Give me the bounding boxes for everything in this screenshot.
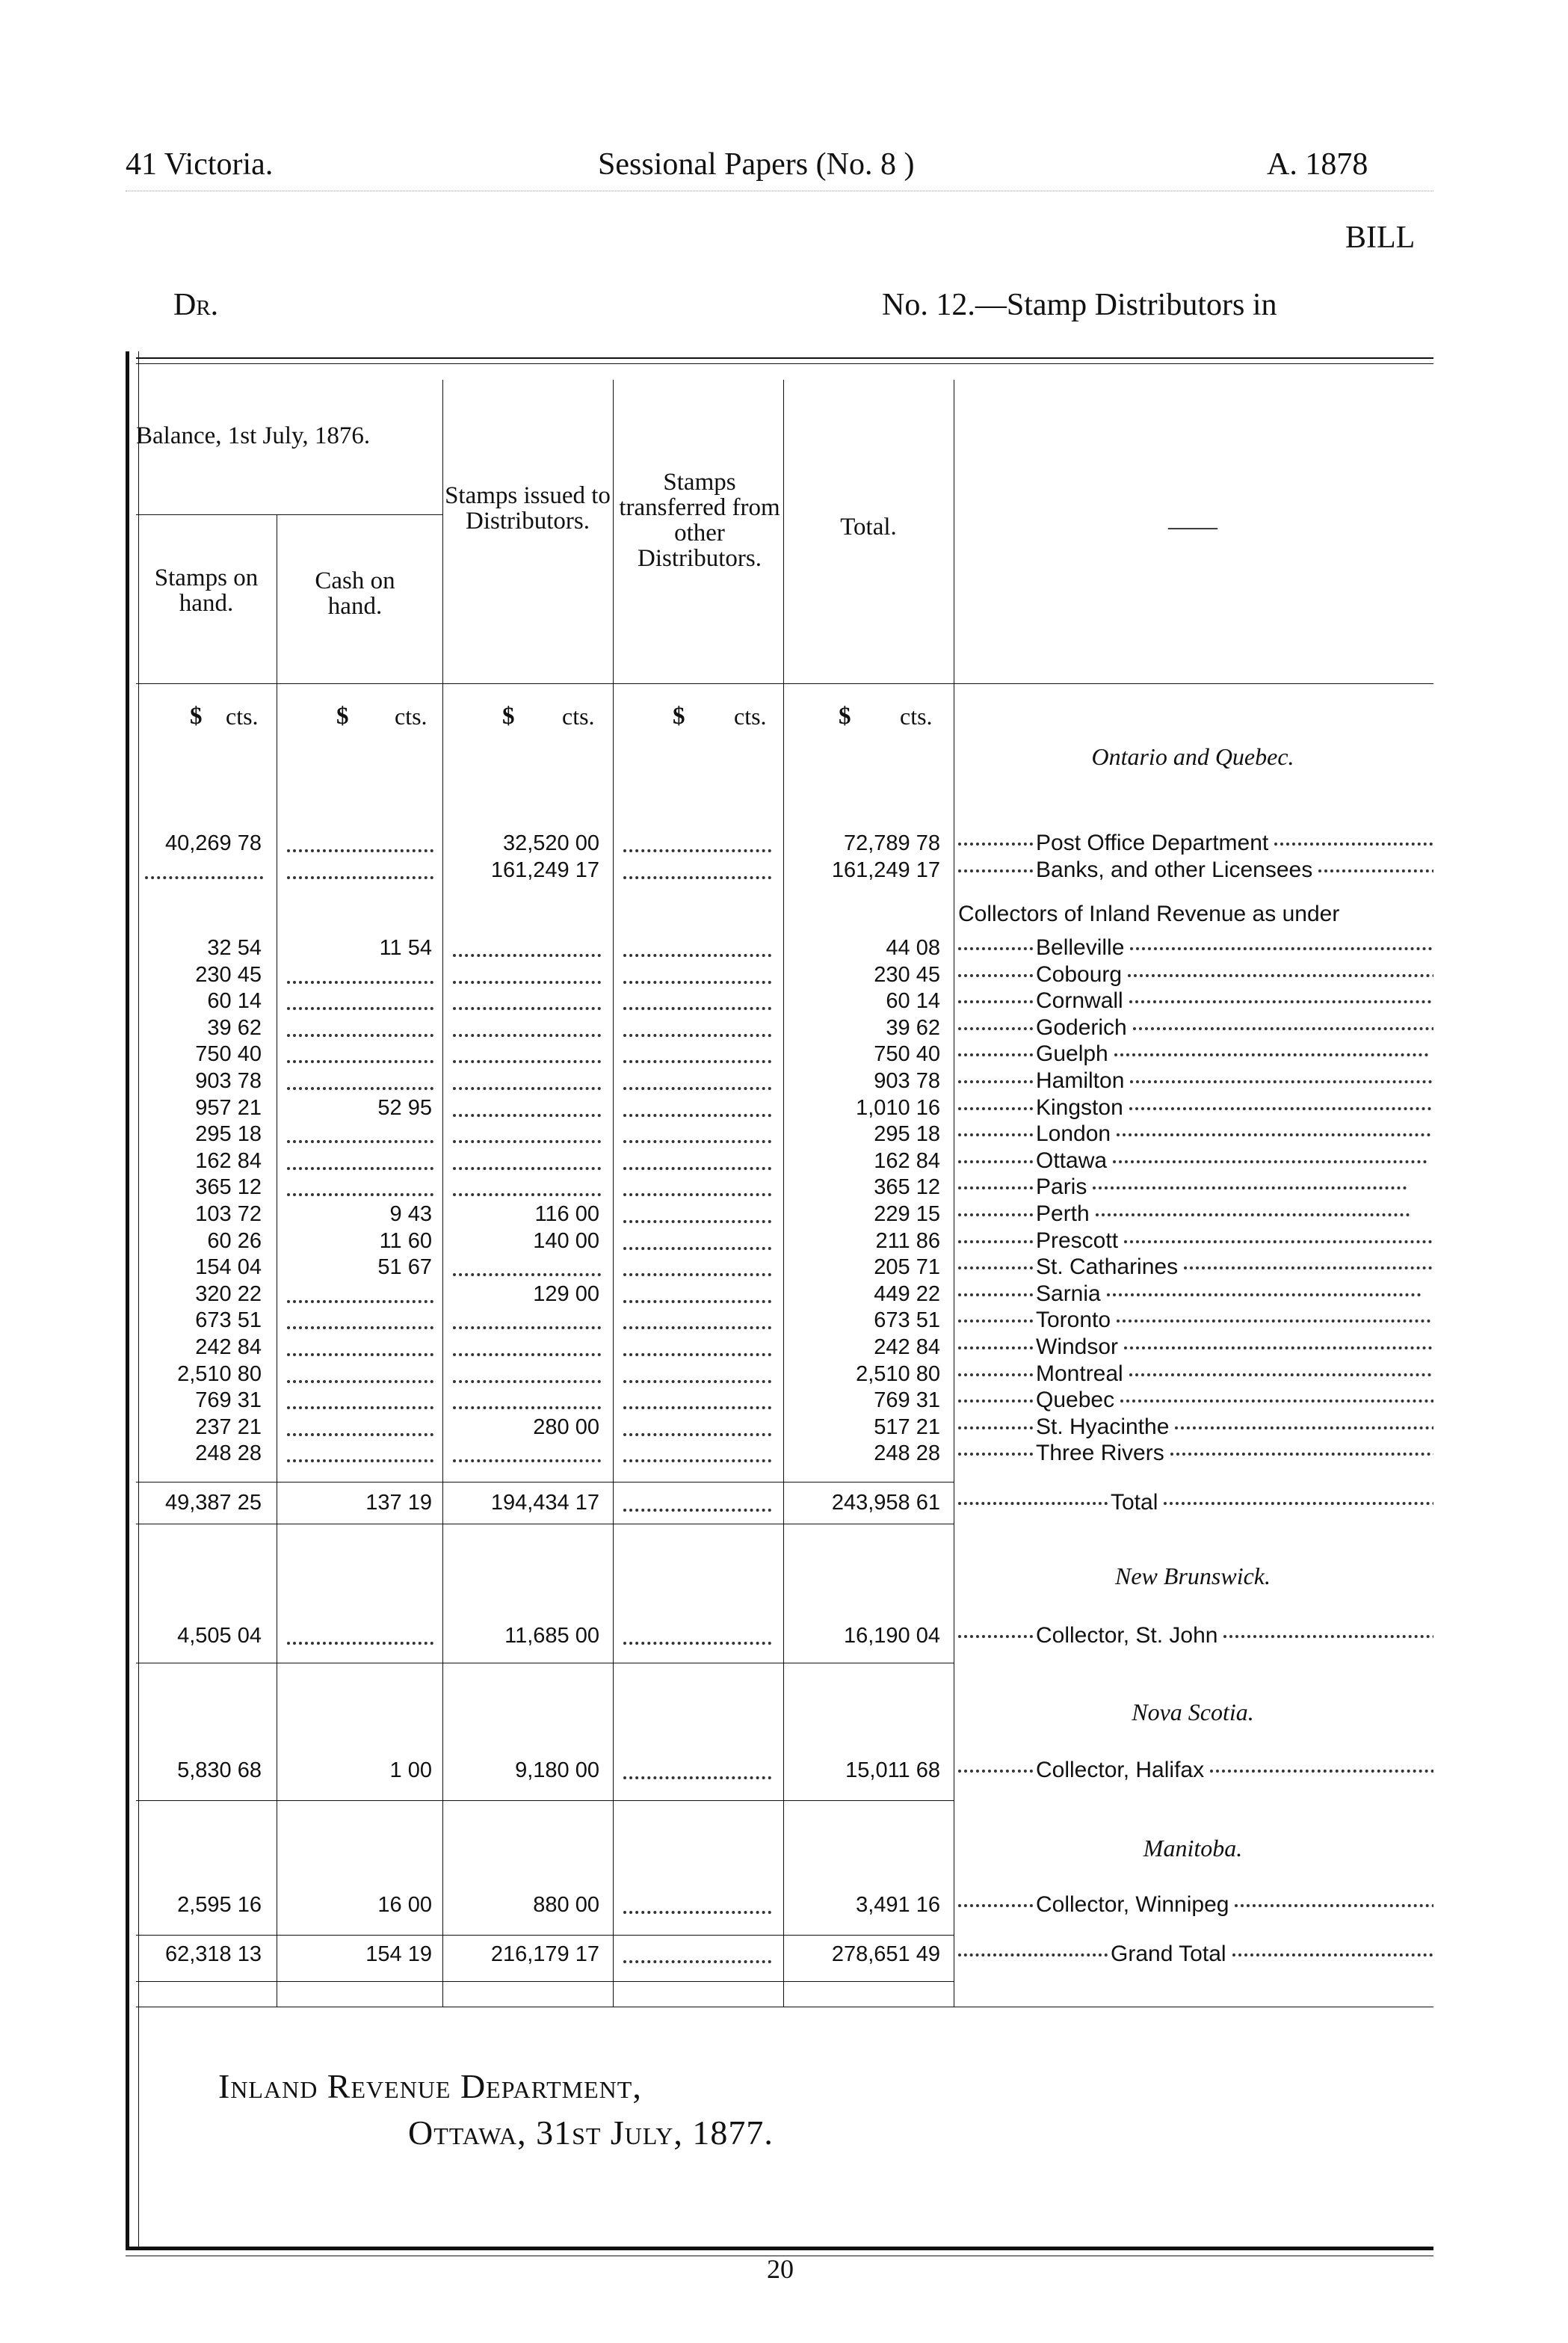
cell-stamps: 242 84 [195, 1335, 262, 1359]
cell-transferred-empty [623, 1642, 771, 1645]
cell-issued-empty [453, 981, 601, 984]
unit-cts-transferred: cts. [734, 703, 767, 730]
leader-dots [958, 1240, 1033, 1243]
cell-total: 295 18 [874, 1122, 940, 1147]
cell-cash: 11 60 [379, 1228, 432, 1253]
cell-transferred-empty [623, 1060, 771, 1063]
place-date [408, 2113, 774, 2152]
cell-issued-empty [453, 1140, 601, 1143]
row-label-text: Prescott [1036, 1228, 1119, 1253]
trailing-dots [1235, 1904, 1433, 1907]
cell-total: 15,011 68 [845, 1758, 940, 1782]
trailing-dots [1133, 1027, 1433, 1030]
cell-cash-empty [287, 1459, 433, 1462]
trailing-dots [1130, 947, 1433, 950]
trailing-dots [1124, 1346, 1433, 1349]
unit-dollar-stamps: $ [190, 703, 203, 730]
row-label [958, 1148, 1433, 1174]
trailing-dots [1318, 869, 1433, 872]
cell-cash-empty [287, 1034, 433, 1037]
row-label-text: Toronto [1036, 1308, 1111, 1333]
cell-cash-empty [287, 1193, 433, 1196]
cell-transferred-empty [623, 1433, 771, 1436]
row-label [958, 1387, 1433, 1414]
cell-cash: 52 95 [377, 1095, 432, 1120]
trailing-dots [1130, 1080, 1433, 1083]
row-label-text: St. Catharines [1036, 1254, 1179, 1280]
row-label-text: Collector, St. John [1036, 1623, 1218, 1648]
cell-cash-empty [287, 1167, 433, 1170]
cell-total: 229 15 [874, 1202, 940, 1226]
cell-issued: 129 00 [533, 1281, 599, 1306]
row-label [958, 1414, 1433, 1441]
row-label [958, 1041, 1433, 1068]
cell-stamps: 230 45 [195, 962, 262, 987]
cell-issued: 880 00 [533, 1893, 599, 1917]
leader-dots [958, 1904, 1033, 1907]
row-label [958, 1094, 1433, 1121]
cell-cash-empty [287, 1326, 433, 1329]
cell-issued-empty [453, 1193, 601, 1196]
cell-cash-empty [287, 1642, 433, 1645]
trailing-dots [1223, 1635, 1433, 1638]
cell-total: 44 08 [886, 936, 940, 960]
section-new-brunswick: New Brunswick. [1115, 1562, 1271, 1589]
trailing-dots [1170, 1453, 1433, 1456]
leader-dots [958, 1266, 1033, 1269]
row-label-text: St. Hyacinthe [1036, 1414, 1170, 1439]
cell-transferred-empty [623, 1960, 771, 1963]
cell-transferred-empty [623, 1273, 771, 1276]
cell-transferred-empty [623, 1114, 771, 1117]
row-label [958, 1174, 1433, 1201]
cell-issued: 161,249 17 [490, 858, 599, 882]
stamp-distributors-table [136, 357, 1433, 2007]
leader-dots [958, 1635, 1033, 1638]
trailing-dots [1117, 1320, 1430, 1323]
place-date-text: Ottawa, 31st July, 1877. [408, 2113, 774, 2152]
cell-total: 1,010 16 [856, 1095, 940, 1120]
row-label [958, 1361, 1433, 1388]
row-label-text: Hamilton [1036, 1068, 1125, 1093]
row-label-text: Total [1111, 1490, 1158, 1515]
cell-stamps: 903 78 [195, 1069, 262, 1093]
row-label-text: Windsor [1036, 1334, 1119, 1359]
leader-dots [958, 1453, 1033, 1456]
collectors-heading: Collectors of Inland Revenue as under [958, 902, 1340, 926]
cell-transferred-empty [623, 1509, 771, 1512]
cell-total: 243,958 61 [831, 1491, 940, 1515]
cell-stamps: 5,830 68 [177, 1758, 262, 1782]
row-label [958, 1891, 1433, 1918]
cell-stamps: 49,387 25 [164, 1491, 262, 1515]
row-label-text: Grand Total [1111, 1942, 1226, 1966]
trailing-dots [1096, 1213, 1410, 1216]
cell-cash-empty [287, 849, 433, 852]
cell-stamps: 237 21 [195, 1414, 262, 1439]
row-label-text: Three Rivers [1036, 1441, 1164, 1466]
header-volume: 41 Victoria. [126, 147, 274, 182]
row-label-text: Guelph [1036, 1041, 1108, 1067]
cell-stamps: 4,505 04 [177, 1624, 262, 1648]
cell-total: 750 40 [874, 1042, 940, 1067]
row-label [958, 830, 1433, 857]
cell-total: 3,491 16 [856, 1893, 940, 1917]
cell-transferred-empty [623, 1776, 771, 1779]
cell-stamps: 2,595 16 [177, 1893, 262, 1917]
cell-total: 72,789 78 [843, 831, 940, 855]
cell-transferred-empty [623, 1087, 771, 1090]
cell-issued: 140 00 [533, 1228, 599, 1253]
row-label-text: Ottawa [1036, 1148, 1108, 1173]
leader-dots [958, 1400, 1033, 1403]
cell-transferred-empty [623, 1353, 771, 1356]
trailing-dots [1128, 974, 1433, 977]
cell-issued: 216,179 17 [490, 1942, 599, 1966]
leader-dots [958, 1953, 1108, 1956]
cell-stamps: 40,269 78 [164, 831, 262, 855]
cell-total: 16,190 04 [843, 1624, 940, 1648]
row-label-text: Cornwall [1036, 988, 1123, 1014]
cell-transferred-empty [623, 849, 771, 852]
cell-transferred-empty [623, 1193, 771, 1196]
row-label-text: Paris [1036, 1174, 1087, 1200]
cell-total: 205 71 [874, 1255, 940, 1280]
cell-transferred-empty [623, 954, 771, 957]
cell-cash-empty [287, 1087, 433, 1090]
cell-transferred-empty [623, 1220, 771, 1223]
row-label [958, 1334, 1433, 1361]
row-label [958, 1440, 1433, 1467]
cell-stamps-empty [145, 876, 263, 879]
cell-stamps: 750 40 [195, 1042, 262, 1067]
cell-total: 230 45 [874, 962, 940, 987]
unit-dollar-total: $ [839, 703, 851, 730]
row-label [958, 1941, 1433, 1968]
department-signature [218, 2066, 642, 2106]
cell-cash-empty [287, 1380, 433, 1383]
cell-issued: 194,434 17 [490, 1491, 599, 1515]
cell-issued-empty [453, 1273, 601, 1276]
cell-cash: 16 00 [377, 1893, 432, 1917]
cell-stamps: 248 28 [195, 1441, 262, 1466]
unit-dollar-transferred: $ [673, 703, 685, 730]
col-description: —— [1168, 514, 1217, 541]
row-label [958, 961, 1433, 988]
cell-issued-empty [453, 1087, 601, 1090]
cell-stamps: 62,318 13 [164, 1942, 262, 1966]
cell-transferred-empty [623, 1247, 771, 1250]
leader-dots [958, 1186, 1033, 1189]
cell-issued-empty [453, 1353, 601, 1356]
cell-stamps: 365 12 [195, 1175, 262, 1200]
cell-total: 903 78 [874, 1069, 940, 1093]
row-label [958, 988, 1433, 1015]
cell-issued-empty [453, 1034, 601, 1037]
cell-transferred-empty [623, 1007, 771, 1010]
leader-dots [958, 974, 1033, 977]
cell-stamps: 60 14 [207, 989, 262, 1014]
cell-total: 39 62 [886, 1015, 940, 1040]
row-label [958, 935, 1433, 961]
row-label [958, 1281, 1433, 1308]
leader-dots [958, 1053, 1033, 1056]
cell-stamps: 769 31 [195, 1388, 262, 1413]
row-label [958, 1068, 1433, 1094]
trailing-dots [1184, 1266, 1433, 1269]
cell-stamps: 295 18 [195, 1122, 262, 1147]
page-number: 20 [767, 2254, 794, 2284]
leader-dots [958, 1160, 1033, 1163]
leader-dots [958, 947, 1033, 950]
row-label [958, 1254, 1433, 1281]
row-label-text: Sarnia [1036, 1281, 1101, 1306]
cell-issued: 9,180 00 [515, 1758, 599, 1782]
trailing-dots [1210, 1770, 1433, 1773]
cell-stamps: 673 51 [195, 1308, 262, 1333]
cell-stamps: 957 21 [195, 1095, 262, 1120]
unit-cts-stamps: cts. [226, 703, 259, 730]
cell-cash-empty [287, 876, 433, 879]
cell-issued-empty [453, 1007, 601, 1010]
cell-total: 242 84 [874, 1335, 940, 1359]
leader-dots [958, 1000, 1033, 1003]
cell-total: 449 22 [874, 1281, 940, 1306]
unit-dollar-cash: $ [336, 703, 349, 730]
col-stamps-transferred: Stamps transferred from other Distributors. [619, 469, 780, 572]
cell-cash: 9 43 [389, 1202, 432, 1226]
leader-dots [958, 843, 1033, 846]
cell-stamps: 103 72 [195, 1202, 262, 1226]
cell-total: 769 31 [874, 1388, 940, 1413]
cell-cash-empty [287, 1060, 433, 1063]
trailing-dots [1124, 1240, 1433, 1243]
row-label-text: Quebec [1036, 1388, 1115, 1413]
unit-dollar-issued: $ [502, 703, 515, 730]
cell-cash-empty [287, 1406, 433, 1409]
unit-cts-cash: cts. [395, 703, 428, 730]
cell-issued: 116 00 [534, 1202, 599, 1226]
trailing-dots [1117, 1133, 1430, 1136]
cell-transferred-empty [623, 1459, 771, 1462]
row-label-text: Collector, Winnipeg [1036, 1892, 1229, 1917]
row-label [958, 1757, 1433, 1784]
leader-dots [958, 1080, 1033, 1083]
cell-issued-empty [453, 1326, 601, 1329]
cell-issued-empty [453, 1167, 601, 1170]
trailing-dots [1114, 1053, 1428, 1056]
cell-issued-empty [453, 1114, 601, 1117]
leader-dots [958, 1426, 1033, 1429]
trailing-dots [1164, 1502, 1433, 1505]
row-label-text: Goderich [1036, 1015, 1127, 1040]
trailing-dots [1129, 1107, 1433, 1110]
row-label [958, 1015, 1433, 1041]
cell-cash-empty [287, 1300, 433, 1303]
cell-issued-empty [453, 1406, 601, 1409]
cell-stamps: 154 04 [195, 1255, 262, 1280]
section-ontario-quebec: Ontario and Quebec. [1091, 743, 1294, 770]
cell-total: 211 86 [875, 1228, 940, 1253]
cell-cash-empty [287, 1433, 433, 1436]
row-label-text: Montreal [1036, 1361, 1123, 1386]
cell-transferred-empty [623, 1406, 771, 1409]
leader-dots [958, 1502, 1108, 1505]
cell-stamps: 60 26 [207, 1228, 262, 1253]
row-label-text: London [1036, 1121, 1111, 1147]
cell-total: 2,510 80 [856, 1361, 940, 1386]
row-label [958, 857, 1433, 884]
row-label-text: Kingston [1036, 1094, 1123, 1120]
section-manitoba: Manitoba. [1143, 1835, 1243, 1862]
cell-transferred-empty [623, 1380, 771, 1383]
row-label [958, 1201, 1433, 1228]
cell-total: 517 21 [874, 1414, 940, 1439]
trailing-dots [1175, 1426, 1433, 1429]
row-label-text: Belleville [1036, 935, 1125, 960]
cell-cash-empty [287, 1007, 433, 1010]
trailing-dots [1120, 1400, 1433, 1403]
row-label-text: Collector, Halifax [1036, 1758, 1205, 1782]
cell-cash-empty [287, 981, 433, 984]
row-label [958, 1489, 1433, 1516]
unit-cts-total: cts. [900, 703, 933, 730]
cell-transferred-empty [623, 1034, 771, 1037]
cell-transferred-empty [623, 876, 771, 879]
cell-issued-empty [453, 1380, 601, 1383]
leader-dots [958, 869, 1033, 872]
cell-stamps: 320 22 [195, 1281, 262, 1306]
cell-transferred-empty [623, 1140, 771, 1143]
cell-stamps: 2,510 80 [177, 1361, 262, 1386]
trailing-dots [1107, 1293, 1421, 1296]
cell-cash-empty [287, 1353, 433, 1356]
cell-stamps: 162 84 [195, 1148, 262, 1173]
col-stamps-issued: Stamps issued to Distributors. [445, 482, 611, 535]
unit-cts-issued: cts. [562, 703, 595, 730]
leader-dots [958, 1346, 1033, 1349]
section-nova-scotia: Nova Scotia. [1132, 1699, 1254, 1725]
col-total: Total. [840, 514, 897, 541]
cell-cash-empty [287, 1140, 433, 1143]
leader-dots [958, 1373, 1033, 1376]
cell-total: 60 14 [886, 989, 940, 1014]
cell-cash: 154 19 [365, 1942, 432, 1966]
cell-transferred-empty [623, 1167, 771, 1170]
header-series: Sessional Papers (No. 8 ) [598, 147, 915, 182]
trailing-dots [1274, 843, 1433, 846]
trailing-dots [1129, 1373, 1433, 1376]
leader-dots [958, 1027, 1033, 1030]
cell-transferred-empty [623, 1300, 771, 1303]
balance-group-heading: Balance, 1st July, 1876. [136, 422, 371, 449]
cell-issued-empty [453, 1060, 601, 1063]
leader-dots [958, 1293, 1033, 1296]
cell-issued: 11,685 00 [504, 1624, 599, 1648]
statement-title: No. 12.—Stamp Distributors in [882, 288, 1277, 322]
trailing-dots [1113, 1160, 1427, 1163]
row-label [958, 1228, 1433, 1254]
row-label [958, 1622, 1433, 1649]
header-year: A. 1878 [1267, 147, 1368, 182]
row-label [958, 1121, 1433, 1148]
row-label-text: Perth [1036, 1201, 1090, 1226]
cell-issued-empty [453, 954, 601, 957]
row-label [958, 1307, 1433, 1334]
cell-total: 161,249 17 [831, 858, 940, 882]
department-name: Inland Revenue Department, [218, 2067, 642, 2105]
row-label-text: Banks, and other Licensees [1036, 858, 1313, 882]
cell-issued: 32,520 00 [502, 831, 599, 855]
trailing-dots [1093, 1186, 1407, 1189]
cell-issued: 280 00 [533, 1414, 599, 1439]
cell-issued-empty [453, 1459, 601, 1462]
cell-transferred-empty [623, 1326, 771, 1329]
cell-cash: 137 19 [365, 1491, 432, 1515]
col-stamps-on-hand: Stamps on hand. [154, 564, 259, 617]
trailing-dots [1129, 1000, 1433, 1003]
cell-total: 248 28 [874, 1441, 940, 1466]
cell-stamps: 32 54 [207, 936, 262, 960]
col-cash-on-hand: Cash on hand. [315, 567, 395, 620]
cell-total: 162 84 [874, 1148, 940, 1173]
leader-dots [958, 1213, 1033, 1216]
header-bill: BILL [1345, 221, 1416, 255]
cell-transferred-empty [623, 1911, 771, 1914]
leader-dots [958, 1770, 1033, 1773]
cell-cash: 1 00 [389, 1758, 432, 1782]
cell-total: 278,651 49 [831, 1942, 940, 1966]
cell-stamps: 39 62 [207, 1015, 262, 1040]
row-label-text: Cobourg [1036, 961, 1123, 987]
header-dr: Dr. [173, 288, 219, 322]
leader-dots [958, 1133, 1033, 1136]
cell-total: 365 12 [874, 1175, 940, 1200]
cell-cash: 51 67 [377, 1255, 432, 1280]
leader-dots [958, 1320, 1033, 1323]
cell-cash: 11 54 [379, 936, 432, 960]
leader-dots [958, 1107, 1033, 1110]
trailing-dots [1232, 1953, 1433, 1956]
row-label-text: Post Office Department [1036, 831, 1269, 855]
cell-transferred-empty [623, 981, 771, 984]
cell-total: 673 51 [874, 1308, 940, 1333]
